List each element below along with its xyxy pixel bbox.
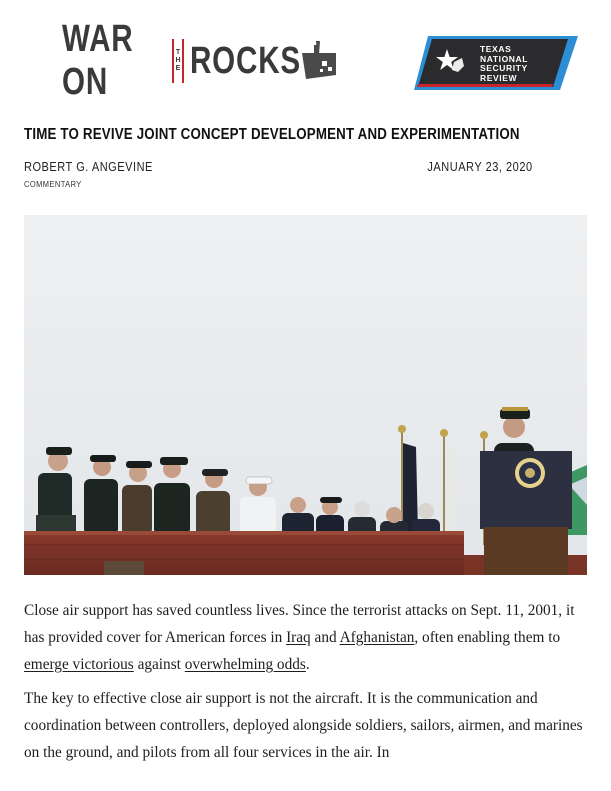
ceremony-illustration [24,215,587,575]
body-paragraph-2: The key to effective close air support is not the aircraft. It is the communication and coordination between controllers, deployed alongside soldiers, sailors, airmen, and marines on the ground, and pilots from all four services in the air. In [24,690,583,761]
war-on-the-rocks-logo[interactable] [62,18,352,103]
link-emerge-victorious[interactable]: emerge victorious [24,656,134,673]
article-author[interactable]: ROBERT G. ANGEVINE [24,160,153,174]
logo-word-the: T H E [172,39,184,83]
article-section[interactable]: COMMENTARY [24,179,82,189]
link-overwhelming-odds[interactable]: overwhelming odds [184,656,306,673]
tnsr-wordmark: TEXAS NATIONAL SECURITY REVIEW [480,44,529,83]
body-paragraph-1: Close air support has saved countless lives. Since the terrorist attacks on Sept. 11, 2001, it has provided cover for American forces in Iraq and Afghanistan, often enabling them to emerge victorious against overwhelming odds. [24,602,575,673]
article-hero-image [24,215,587,575]
article-title: TIME TO REVIVE JOINT CONCEPT DEVELOPMENT AND EXPERIMENTATION [24,126,520,143]
texas-national-security-review-logo[interactable] [414,36,578,90]
article-date: JANUARY 23, 2020 [427,160,533,174]
link-iraq[interactable]: Iraq [286,629,311,646]
link-afghanistan[interactable]: Afghanistan [339,629,415,646]
logo-word-war-on: WAR ON [62,18,134,103]
logo-word-rocks: ROCKS [190,39,301,82]
rock-emblem-icon [298,39,342,83]
